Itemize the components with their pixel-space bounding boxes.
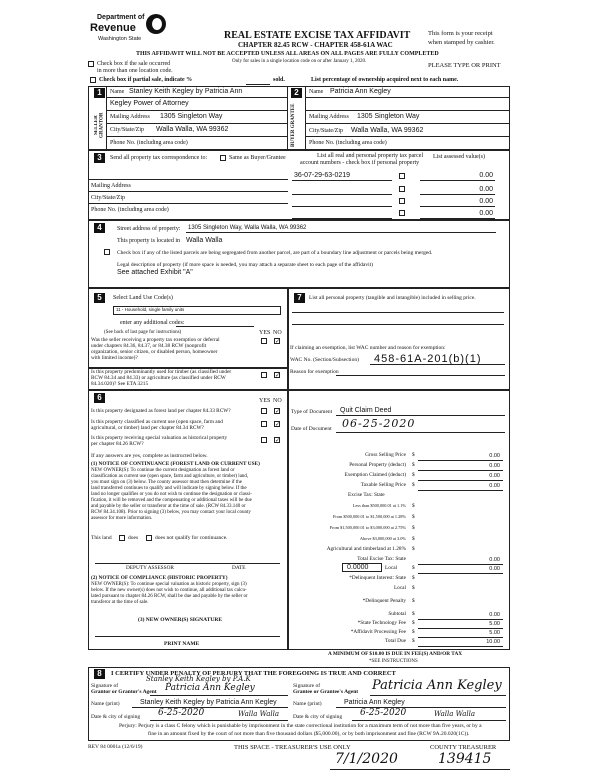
s6-q3-no[interactable]: ✓	[275, 437, 281, 444]
personal-property-checkbox-2[interactable]	[399, 186, 405, 192]
buyer-phone-label: Phone No. (including area code)	[309, 140, 387, 146]
subtotal-label: Subtotal	[388, 611, 406, 617]
single-location-note: Only for sales in a single location code on or after January 1, 2020.	[232, 59, 367, 64]
land-use-label: Select Land Use Code(s)	[113, 295, 173, 301]
section-7-badge: 7	[294, 293, 305, 303]
notice-2-title: (2) NOTICE OF COMPLIANCE (HISTORIC PROPERTY)	[91, 575, 228, 581]
tech-fee-value[interactable]: 5.00	[489, 621, 500, 627]
seller-name-line-2[interactable]: Kegley Power of Attorney	[110, 100, 189, 107]
delinquent-local-label: Local	[393, 585, 406, 591]
grantee-date-label: Date & city of signing	[293, 714, 343, 720]
partial-sale-sold: sold.	[273, 77, 285, 83]
notice-1-line: and payable by the seller or transferor at the time of sale. (RCW 84.33.140 or	[91, 504, 246, 509]
street-address[interactable]: 1305 Singleton Way, Walla Walla, WA 99362	[188, 225, 307, 231]
exemption-claimed-value[interactable]: 0.00	[489, 473, 500, 479]
buyer-side-label: BUYER GRANTEE	[291, 103, 296, 147]
stamp-date: 7/1/2020	[335, 751, 398, 767]
seller-side-label: SELLER GRANTOR	[94, 112, 105, 138]
partial-sale-checkbox[interactable]	[90, 77, 96, 83]
personal-label: Personal Property (deduct)	[349, 462, 406, 468]
gross-value[interactable]: 0.00	[489, 453, 500, 459]
s6-q3-line-1: Is this property receiving special valuation as historical property	[91, 435, 228, 441]
parcel-header-2: account numbers - check box if personal property	[300, 160, 420, 166]
send-correspondence-label: Send all property tax correspondence to:	[110, 155, 208, 161]
seller-city[interactable]: Walla Walla, WA 99362	[156, 126, 229, 133]
type-or-print: PLEASE TYPE OR PRINT	[428, 62, 501, 69]
located-label: This property is located in	[117, 238, 180, 244]
grantor-signature[interactable]: Patricia Ann Kegley	[165, 683, 255, 693]
personal-value[interactable]: 0.00	[489, 463, 500, 469]
new-owner-signature-line[interactable]	[95, 636, 280, 637]
doc-type-label: Type of Document	[291, 409, 333, 415]
form-warning: THIS AFFIDAVIT WILL NOT BE ACCEPTED UNLESS ALL AREAS ON ALL PAGES ARE FULLY COMPLETED	[136, 51, 439, 57]
parcel-header-1: List all real and personal property tax parcel	[317, 153, 424, 159]
buyer-city[interactable]: Walla Walla, WA 99362	[351, 127, 424, 134]
buyer-mail-label: Mailing Address	[309, 114, 349, 120]
buyer-mail[interactable]: 1305 Singleton Way	[357, 113, 420, 120]
minimum-due-note: A MINIMUM OF $10.00 IS DUE IN FEE(S) AND/OR TAX	[328, 651, 463, 657]
total-state-label: Total Excise Tax: State	[357, 556, 406, 562]
form-revision: REV 84 0001a (12/6/19)	[88, 744, 143, 750]
s6-yes-label: YES	[259, 398, 271, 404]
same-as-buyer-checkbox[interactable]	[220, 155, 226, 161]
seller-city-label: City/State/Zip	[110, 127, 144, 133]
s5-no-label: NO	[273, 330, 282, 336]
doc-type[interactable]: Quit Claim Deed	[340, 407, 392, 414]
buyer-name[interactable]: Patricia Ann Kegley	[330, 88, 391, 95]
section-5-badge: 5	[94, 293, 105, 303]
tier-2-label: From $500,000.01 to $1,500,000 at 1.28%	[332, 514, 406, 519]
dept-label: Department of	[97, 14, 145, 21]
s5-q1-line-2: under chapters 84.36, 84.37, or 84.38 RCW (nonprofit	[91, 343, 207, 349]
seller-name-label: Name	[110, 89, 125, 95]
assessor-signature-line[interactable]	[95, 563, 280, 564]
notice-1-line: RCW 84.34.108). Prior to signing (3) below, you may contact your local county	[91, 510, 251, 515]
s5-q1-yes[interactable]	[261, 338, 267, 344]
total-due-value[interactable]: 10.00	[486, 639, 500, 645]
notice-1-line: classification as current use (open space, farm and agriculture, or timber) land,	[91, 474, 249, 479]
additional-codes-line[interactable]	[176, 326, 254, 327]
perjury-note-2: fine in an amount fixed by the court of not more than five thousand dollars ($5,000.00), or by both imprisonment and fine (RCW 9A.20.020(1C)).	[148, 731, 470, 737]
delinquent-interest-label: *Delinquent Interest: State	[349, 575, 406, 581]
grantee-agent-label: Grantee or Grantee's Agent	[293, 689, 359, 695]
grantee-signature[interactable]: Patricia Ann Kegley	[372, 678, 502, 693]
grantor-city[interactable]: Walla Walla	[238, 710, 280, 718]
s5-q2-line-1: Is this property predominantly used for timber (as classified under	[91, 369, 232, 375]
dept-name: Revenue	[90, 22, 136, 34]
s5-q1-line-1: Was the seller receiving a property tax exemption or deferral	[91, 337, 220, 343]
total-state-value[interactable]: 0.00	[489, 557, 500, 563]
deputy-assessor-label: DEPUTY ASSESSOR	[126, 565, 174, 571]
grantee-date[interactable]: 6-25-2020	[360, 708, 407, 718]
land-use-code: 11 - Household, single family units	[116, 307, 185, 312]
county-treasurer-label: COUNTY TREASURER	[430, 744, 497, 751]
partial-sale-label: Check box if partial sale, indicate %	[99, 77, 193, 83]
parcel-number[interactable]: 36-07-29-63-0219	[294, 172, 351, 179]
segregation-checkbox[interactable]	[104, 249, 110, 255]
tier-3-label: From $1,500,000.01 to $3,000,000 at 2.75%	[329, 525, 406, 530]
notice-2-line: NEW OWNER(S): To continue special valuation as historic property, sign (3)	[91, 582, 247, 587]
pct-ownership-note: List percentage of ownership acquired next to each name.	[311, 77, 459, 83]
taxable-value[interactable]: 0.00	[489, 483, 500, 489]
land-does-not-checkbox[interactable]	[146, 535, 152, 541]
s5-q1-line-4: with limited income)?	[91, 355, 138, 361]
delinquent-penalty-label: *Delinquent Penalty	[362, 598, 406, 604]
assessed-value-2[interactable]: 0.00	[479, 186, 493, 193]
notice-1-line: fication, it will be removed and the compensating or additional taxes will be due	[91, 498, 252, 503]
seller-phone-label: Phone No. (including area code)	[110, 140, 188, 146]
if-yes-note: If any answers are yes, complete as instructed below.	[91, 453, 208, 459]
grantee-sig-label: Signature of	[293, 683, 321, 689]
s6-q3-yes[interactable]	[261, 437, 267, 443]
grantor-date[interactable]: 6-25-2020	[158, 708, 205, 718]
section-2-badge: 2	[291, 88, 302, 98]
multi-location-label: Check box if the sale occurred	[97, 61, 171, 67]
street-label: Street address of property:	[117, 226, 181, 232]
personal-property-label: List all personal property (tangible and intangible) included in selling price.	[309, 295, 476, 301]
perjury-note: Perjury: Perjury is a class C felony which is punishable by imprisonment in the state correctional institution for a maximum term of not more than five years, or by a	[119, 723, 482, 729]
subtotal-value[interactable]: 0.00	[489, 612, 500, 618]
personal-property-checkbox-1[interactable]	[399, 173, 405, 179]
notice-1-line: you must sign on (3) below. The county assessor must then determine if the	[91, 480, 242, 485]
processing-fee-value[interactable]: 5.00	[489, 630, 500, 636]
s6-q2-no[interactable]: ✓	[275, 421, 281, 428]
land-does-label: does	[128, 535, 139, 541]
tech-fee-label: *State Technology Fee	[357, 620, 406, 626]
receipt-note-1: This form is your receipt	[428, 30, 493, 37]
processing-fee-label: *Affidavit Processing Fee	[350, 629, 406, 635]
exemption-label: If claiming an exemption, list WAC number and reason for exemption:	[290, 345, 446, 351]
exemption-claimed-label: Exemption Claimed (deduct)	[344, 472, 406, 478]
print-name-label: PRINT NAME	[164, 641, 200, 647]
multi-location-label-2: in more than one location code.	[97, 68, 173, 74]
section-1-badge: 1	[94, 88, 105, 98]
section-6-badge: 6	[94, 393, 105, 403]
total-due-label: Total Due	[385, 638, 406, 644]
dept-state: Washington State	[98, 36, 142, 42]
s6-q2-line-2: agricultural, or timber) land per chapter 84.34 RCW?	[91, 425, 204, 431]
s3-mail-label: Mailing Address	[91, 183, 131, 189]
section-3-badge: 3	[94, 153, 105, 163]
buyer-city-label: City/State/Zip	[309, 128, 343, 134]
doc-date[interactable]: 06-25-2020	[342, 417, 416, 430]
see-back-note: (See back of last page for instructions)	[104, 330, 182, 335]
s6-q1-no[interactable]: ✓	[275, 408, 281, 415]
s6-q3-line-2: per chapter 84.26 RCW?	[91, 441, 144, 447]
personal-property-checkbox-4[interactable]	[399, 210, 405, 216]
additional-codes-label: enter any additional codes:	[120, 320, 185, 326]
ag-label: Agricultural and timberland at 1.28%	[326, 546, 406, 552]
tier-4-label: Above $3,000,000 at 3.0%	[359, 536, 406, 541]
treasurer-use-label: THIS SPACE - TREASURER'S USE ONLY	[234, 744, 351, 751]
notice-2-line: below. If the new owner(s) does not wish to continue, all additional tax calcu-	[91, 588, 247, 593]
s5-q1-no[interactable]: ✓	[275, 338, 281, 345]
s6-no-label: NO	[273, 398, 282, 404]
tier-1-label: Less than $500,000.01 at 1.1%	[352, 503, 406, 508]
personal-property-checkbox-3[interactable]	[399, 198, 405, 204]
s6-q2-yes[interactable]	[261, 421, 267, 427]
s6-q1-yes[interactable]	[261, 408, 267, 414]
legal-description[interactable]: See attached Exhibit "A"	[117, 269, 193, 276]
s3-phone-label: Phone No. (including area code)	[91, 207, 169, 213]
stamp-number: 139415	[438, 751, 492, 767]
notice-2-line: transferor at the time of sale.	[91, 600, 149, 605]
notice-1-line: land transferred continues to qualify and will indicate by signing below. If the	[91, 486, 247, 491]
s5-q2-no[interactable]: ✓	[275, 372, 281, 379]
notice-1-line: land no longer qualifies or you do not wish to continue the designation or classi-	[91, 492, 252, 497]
s6-q1: Is this property designated as forest land per chapter 84.33 RCW?	[91, 408, 231, 414]
multi-location-checkbox[interactable]	[88, 61, 94, 67]
assessor-date-label: DATE	[232, 565, 246, 571]
grantor-sig-label: Signature of	[91, 683, 119, 689]
section-4-badge: 4	[94, 223, 105, 233]
wac-number[interactable]: 458-61A-201(b)(1)	[374, 353, 482, 365]
seller-name[interactable]: Stanley Keith Kegley by Patricia Ann	[129, 88, 243, 95]
notice-2-line: lated pursuant to chapter 84.26 RCW, shall be due and payable by the seller or	[91, 594, 248, 599]
assessed-value-3[interactable]: 0.00	[479, 198, 493, 205]
land-does-not-label: does not qualify for continuance.	[155, 535, 228, 541]
s5-yes-label: YES	[259, 330, 271, 336]
land-does-checkbox[interactable]	[119, 535, 125, 541]
form-subtitle: CHAPTER 82.45 RCW - CHAPTER 458-61A WAC	[238, 41, 393, 49]
notice-1-line: NEW OWNER(S): To continue the current designation as forest land or	[91, 468, 235, 473]
this-land-label: This land	[91, 535, 112, 541]
seller-mail-label: Mailing Address	[110, 114, 150, 120]
grantor-name-label: Name (print)	[91, 701, 120, 707]
excise-header: Excise Tax: State	[348, 492, 385, 498]
s5-q2-line-2: RCW 84.34 and 84.33) or agriculture (as classified under RCW	[91, 375, 226, 381]
grantor-agent-label: Grantor or Grantor's Agent	[91, 689, 157, 695]
s3-city-label: City/State/Zip	[91, 195, 125, 201]
buyer-name-label: Name	[309, 89, 324, 95]
county-name[interactable]: Walla Walla	[186, 237, 223, 244]
same-as-buyer-label: Same as Buyer/Grantee	[229, 155, 286, 161]
assessed-value-1[interactable]: 0.00	[479, 172, 493, 179]
legal-description-label: Legal description of property (if more space is needed, you may attach a separate sheet to each page of the affidavit)	[117, 262, 373, 268]
section-8-badge: 8	[94, 669, 105, 679]
dor-logo	[146, 14, 166, 34]
local-rate: 0.0000	[347, 564, 369, 571]
notice-1-line: assessor for more information.	[91, 516, 153, 521]
assessed-header: List assessed value(s)	[433, 154, 485, 160]
local-label: Local	[385, 565, 398, 571]
assessed-value-4[interactable]: 0.00	[479, 210, 493, 217]
certify-statement: I CERTIFY UNDER PENALTY OF PERJURY THAT THE FOREGOING IS TRUE AND CORRECT	[111, 670, 396, 677]
grantor-sig-top: Stanley Keith Kegley by P.A.K	[146, 675, 251, 683]
s5-q2-line-3: 84.34.020)? See ETA 3215	[91, 381, 149, 387]
gross-label: Gross Selling Price	[365, 452, 406, 458]
partial-sale-pct-line[interactable]	[246, 84, 270, 85]
local-value[interactable]: 0.00	[489, 566, 500, 572]
taxable-label: Taxable Selling Price	[360, 482, 406, 488]
seller-mail[interactable]: 1305 Singleton Way	[160, 113, 223, 120]
s6-q2-line-1: Is this property classified as current use (open space, farm and	[91, 419, 223, 425]
receipt-note-2: when stamped by cashier.	[428, 39, 495, 46]
segregation-label: Check box if any of the listed parcels are being segregated from another parcel, are part of a boundary line adjustment or parcels being merged.	[117, 250, 433, 256]
grantee-city[interactable]: Walla Walla	[434, 710, 476, 718]
notice-1-title: (1) NOTICE OF CONTINUANCE (FOREST LAND OR CURRENT USE)	[91, 461, 260, 467]
grantee-print-name[interactable]: Patricia Ann Kegley	[344, 699, 405, 706]
wac-label: WAC No. (Section/Subsection)	[290, 357, 359, 363]
grantor-print-name[interactable]: Stanley Keith Kegley by Patricia Ann Kegley	[140, 699, 277, 706]
reason-label: Reason for exemption	[290, 369, 339, 375]
s5-q1-line-3: organization, senior citizen, or disabled person, homeowner	[91, 349, 218, 355]
new-owner-signature-label: (3) NEW OWNER(S) SIGNATURE	[138, 617, 222, 623]
grantor-date-label: Date & city of signing	[91, 714, 141, 720]
doc-date-label: Date of Document	[291, 426, 332, 432]
grantee-name-label: Name (print)	[293, 701, 322, 707]
form-title: REAL ESTATE EXCISE TAX AFFIDAVIT	[224, 30, 411, 41]
see-instructions: *SEE INSTRUCTIONS	[369, 659, 418, 664]
s5-q2-yes[interactable]	[261, 372, 267, 378]
